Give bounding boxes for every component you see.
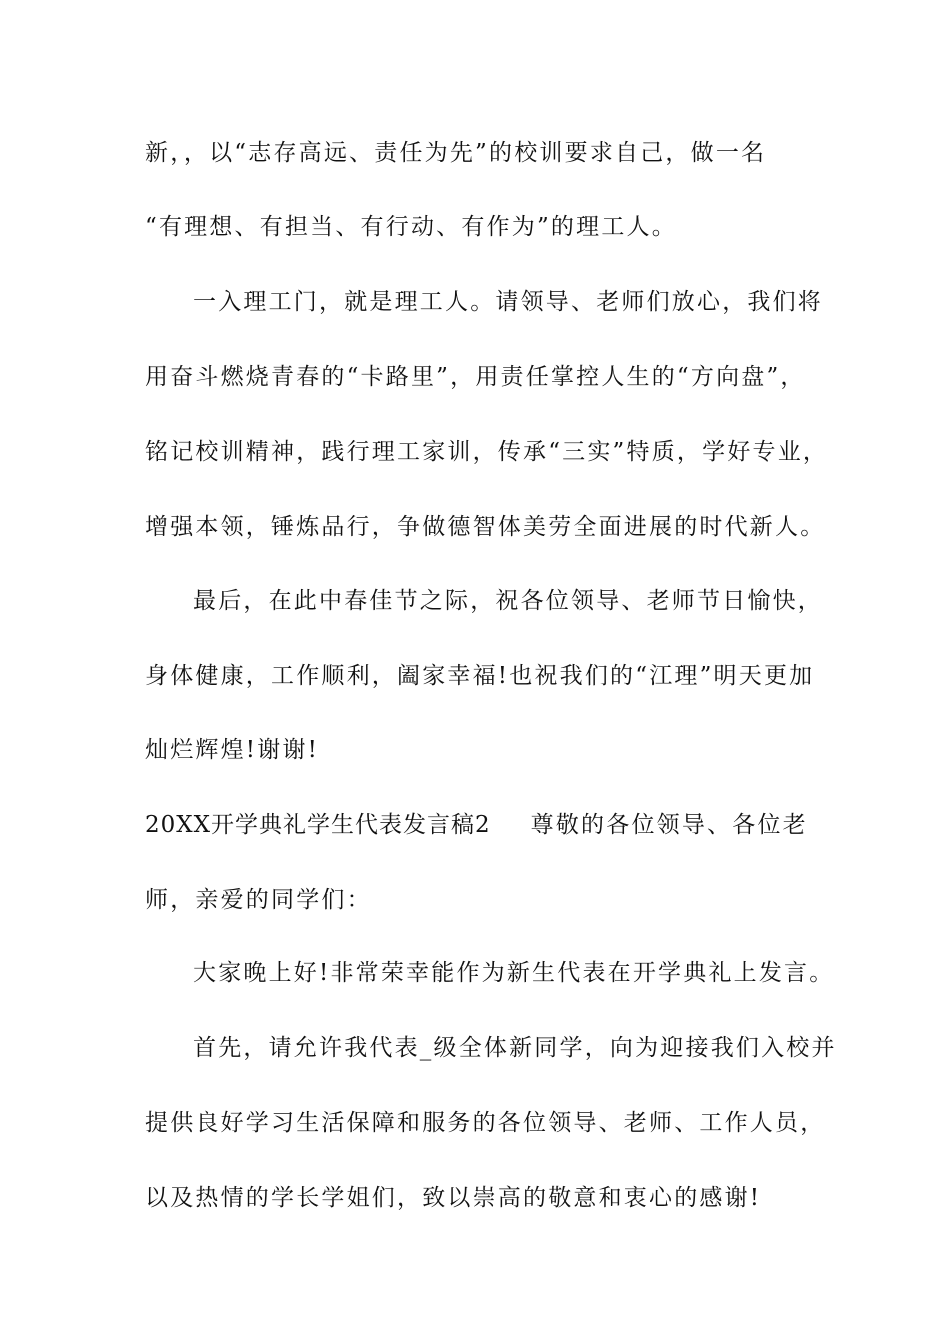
paragraph-line: 最后，在此中春佳节之际，祝各位领导、老师节日愉快， bbox=[193, 588, 823, 614]
paragraph-line: 增强本领，锤炼品行，争做德智体美劳全面进展的时代新人。 bbox=[145, 514, 826, 540]
paragraph-line: 新，，以“志存高远、责任为先”的校训要求自己，做一名 bbox=[145, 140, 767, 166]
salutation-start: 尊敬的各位领导、各位老 bbox=[530, 812, 808, 838]
paragraph-line: 师，亲爱的同学们： bbox=[145, 887, 372, 913]
section-heading-line bbox=[145, 810, 825, 840]
paragraph-line: “有理想、有担当、有行动、有作为”的理工人。 bbox=[145, 214, 677, 240]
section-title: 20XX开学典礼学生代表发言稿2 bbox=[145, 812, 491, 838]
paragraph-line: 以及热情的学长学姐们，致以崇高的敬意和衷心的感谢! bbox=[145, 1185, 762, 1211]
paragraph-line: 首先，请允许我代表_级全体新同学，向为迎接我们入校并 bbox=[193, 1035, 837, 1061]
paragraph-line: 身体健康，工作顺利，阖家幸福!也祝我们的“江理”明天更加 bbox=[145, 663, 815, 689]
paragraph-line: 用奋斗燃烧青春的“卡路里”，用责任掌控人生的“方向盘”， bbox=[145, 364, 806, 390]
paragraph-line: 灿烂辉煌!谢谢! bbox=[145, 737, 320, 763]
paragraph-line: 铭记校训精神，践行理工家训，传承“三实”特质，学好专业， bbox=[145, 439, 829, 465]
paragraph-line: 大家晚上好!非常荣幸能作为新生代表在开学典礼上发言。 bbox=[193, 960, 835, 986]
paragraph-line: 一入理工门，就是理工人。请领导、老师们放心，我们将 bbox=[193, 289, 823, 315]
paragraph-line: 提供良好学习生活保障和服务的各位领导、老师、工作人员， bbox=[145, 1110, 826, 1136]
